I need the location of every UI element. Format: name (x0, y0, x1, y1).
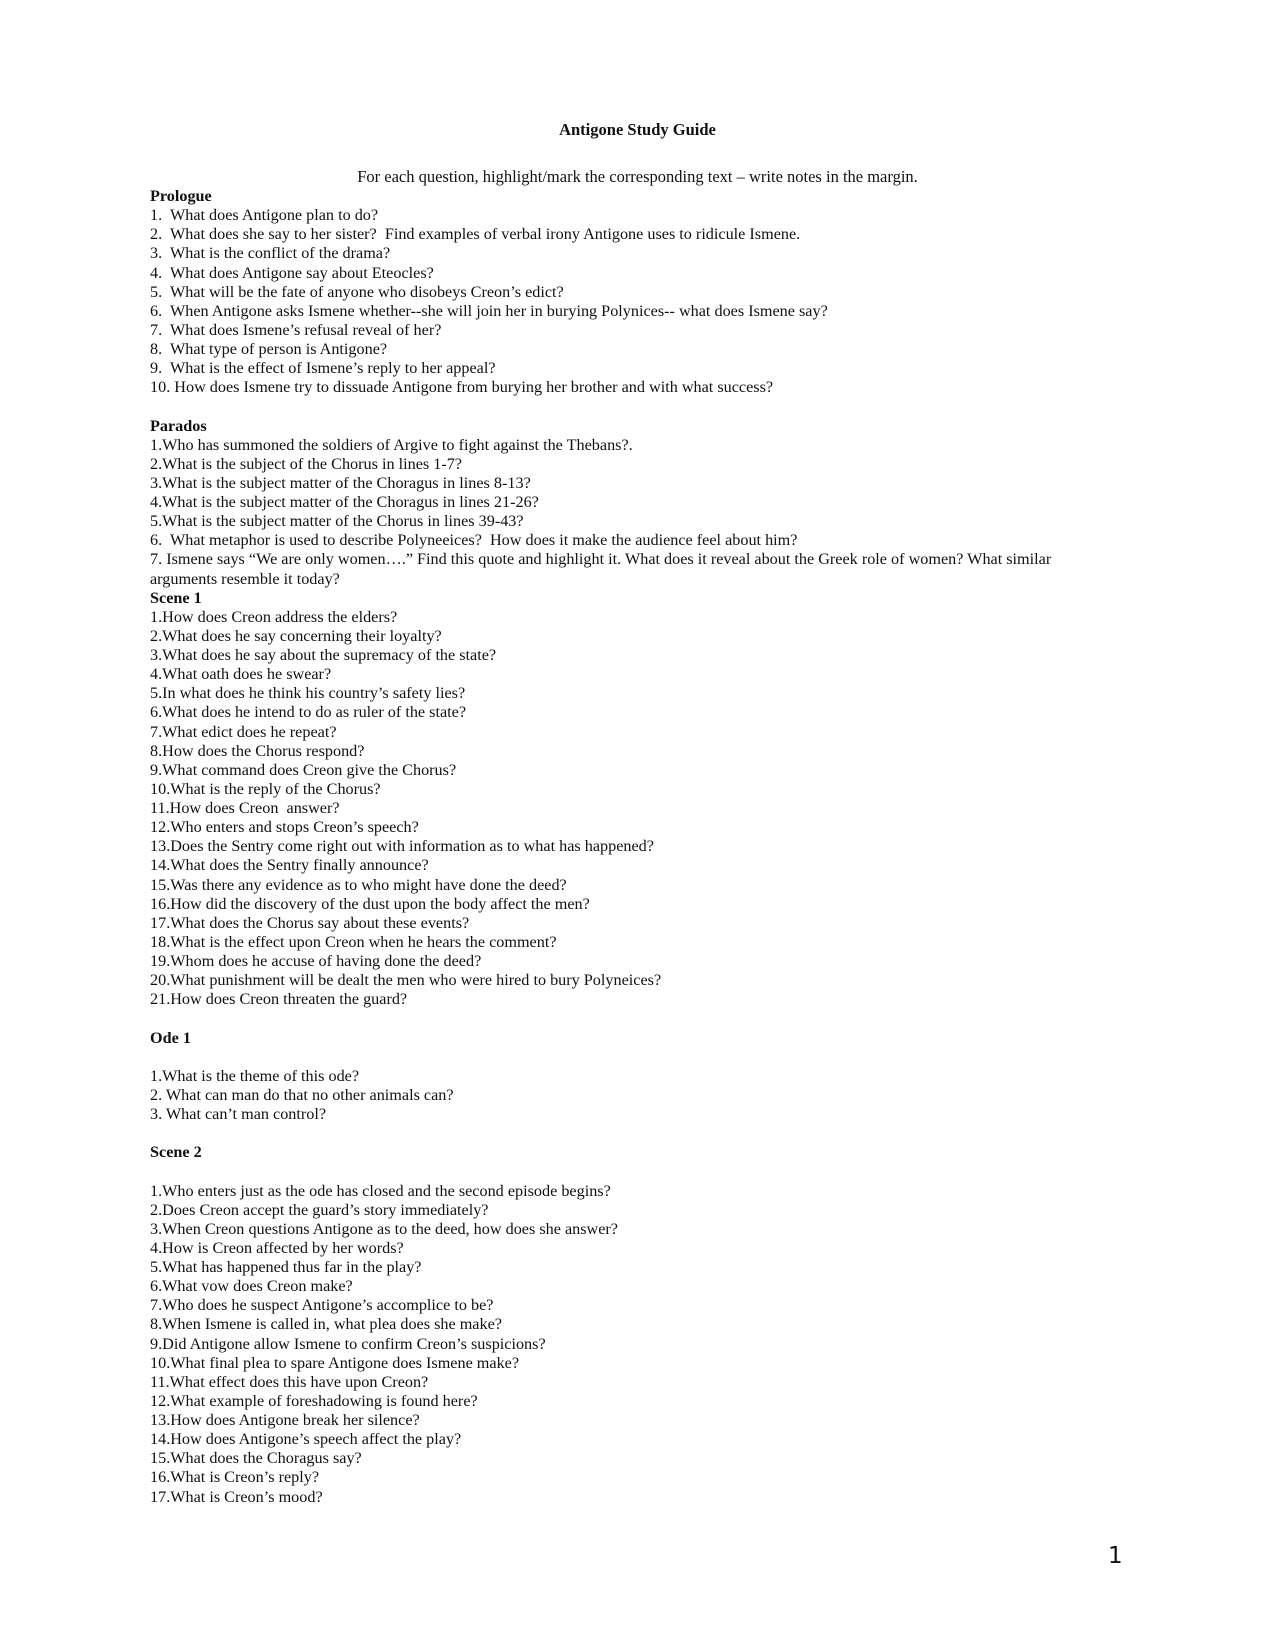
question-item: 7. Ismene says “We are only women….” Find this quote and highlight it. What does it reveal about the Greek role of women? What similar arguments resemble it today? (150, 550, 1052, 588)
question-item: 2. What does she say to her sister? Find examples of verbal irony Antigone uses to ridicule Ismene. (150, 225, 801, 244)
question-item: 12.What example of foreshadowing is found here? (150, 1391, 478, 1410)
section-heading: Parados (150, 416, 207, 435)
question-item: 2.What is the subject of the Chorus in lines 1-7? (150, 454, 462, 473)
question-item: 15.Was there any evidence as to who might have done the deed? (150, 875, 567, 894)
question-item: 18.What is the effect upon Creon when he hears the comment? (150, 932, 557, 951)
question-item: 5.What is the subject matter of the Chorus in lines 39-43? (150, 512, 524, 531)
question-item: 20.What punishment will be dealt the men who were hired to bury Polyneices? (150, 971, 662, 990)
question-item: 3. What is the conflict of the drama? (150, 244, 391, 263)
question-item: 4. What does Antigone say about Eteocles? (150, 263, 434, 282)
section-heading: Scene 1 (150, 588, 202, 607)
question-item: 6. When Antigone asks Ismene whether--she will join her in burying Polynices-- what does Ismene say? (150, 301, 828, 320)
document-title: Antigone Study Guide (559, 120, 716, 139)
question-item: 1. What does Antigone plan to do? (150, 206, 379, 225)
section-heading: Ode 1 (150, 1028, 191, 1047)
question-item: 2. What can man do that no other animals can? (150, 1085, 454, 1104)
question-item: 11.What effect does this have upon Creon? (150, 1372, 429, 1391)
question-item: 6. What metaphor is used to describe Polyneeices? How does it make the audience feel about him? (150, 531, 798, 550)
question-item: 10.What final plea to spare Antigone does Ismene make? (150, 1353, 520, 1372)
question-item: 5. What will be the fate of anyone who disobeys Creon’s edict? (150, 282, 564, 301)
question-item: 1.Who enters just as the ode has closed and the second episode begins? (150, 1181, 611, 1200)
question-item: 16.How did the discovery of the dust upon the body affect the men? (150, 894, 590, 913)
question-item: 1.What is the theme of this ode? (150, 1066, 360, 1085)
question-item: 7. What does Ismene’s refusal reveal of her? (150, 320, 442, 339)
question-item: 8. What type of person is Antigone? (150, 340, 388, 358)
question-item: 13.Does the Sentry come right out with information as to what has happened? (150, 837, 654, 856)
question-item: 4.What oath does he swear? (150, 665, 332, 684)
spacer (150, 397, 1110, 416)
question-item: 9. What is the effect of Ismene’s reply to her appeal? (150, 359, 496, 378)
question-item: 3.When Creon questions Antigone as to the deed, how does she answer? (150, 1219, 618, 1238)
question-item: 8.How does the Chorus respond? (150, 741, 365, 760)
question-item: 4.How is Creon affected by her words? (150, 1238, 404, 1257)
question-item: 16.What is Creon’s reply? (150, 1468, 320, 1487)
spacer (150, 1009, 1110, 1028)
question-item: 15.What does the Choragus say? (150, 1449, 362, 1468)
question-item: 9.What command does Creon give the Chorus? (150, 760, 457, 779)
spacer (150, 1048, 1110, 1067)
question-list (150, 187, 1110, 1507)
question-item: 4.What is the subject matter of the Choragus in lines 21-26? (150, 493, 539, 511)
question-item: 21.How does Creon threaten the guard? (150, 990, 408, 1009)
question-item: 10. How does Ismene try to dissuade Antigone from burying her brother and with what success? (150, 378, 774, 397)
question-item: 9.Did Antigone allow Ismene to confirm Creon’s suspicions? (150, 1334, 546, 1353)
question-item: 3.What is the subject matter of the Choragus in lines 8-13? (150, 473, 531, 492)
question-item: 3.What does he say about the supremacy of the state? (150, 646, 497, 664)
question-item: 17.What does the Chorus say about these events? (150, 913, 470, 932)
question-item: 10.What is the reply of the Chorus? (150, 779, 381, 798)
instructions: For each question, highlight/mark the corresponding text – write notes in the margin. (357, 167, 918, 186)
question-item: 2.What does he say concerning their loyalty? (150, 626, 442, 645)
question-item: 1.Who has summoned the soldiers of Argive to fight against the Thebans?. (150, 435, 633, 454)
spacer (150, 1124, 1110, 1143)
question-item: 17.What is Creon’s mood? (150, 1487, 323, 1506)
question-item: 12.Who enters and stops Creon’s speech? (150, 818, 419, 837)
question-item: 7.What edict does he repeat? (150, 722, 337, 741)
question-item: 11.How does Creon answer? (150, 799, 340, 817)
question-item: 5.In what does he think his country’s safety lies? (150, 684, 466, 703)
question-item: 1.How does Creon address the elders? (150, 607, 398, 626)
question-item: 14.What does the Sentry finally announce? (150, 856, 429, 875)
question-item: 6.What vow does Creon make? (150, 1277, 353, 1296)
section-heading: Prologue (150, 187, 212, 205)
section-heading: Scene 2 (150, 1143, 202, 1162)
spacer (150, 1162, 1110, 1181)
question-item: 6.What does he intend to do as ruler of the state? (150, 703, 467, 722)
question-item: 19.Whom does he accuse of having done the deed? (150, 952, 482, 970)
question-item: 2.Does Creon accept the guard’s story immediately? (150, 1200, 489, 1219)
question-item: 7.Who does he suspect Antigone’s accomplice to be? (150, 1296, 494, 1315)
question-item: 3. What can’t man control? (150, 1105, 327, 1123)
page-number: 1 (1108, 1543, 1123, 1569)
question-item: 5.What has happened thus far in the play? (150, 1258, 422, 1276)
question-item: 13.How does Antigone break her silence? (150, 1411, 420, 1429)
question-item: 8.When Ismene is called in, what plea does she make? (150, 1315, 502, 1334)
question-item: 14.How does Antigone’s speech affect the play? (150, 1430, 462, 1449)
